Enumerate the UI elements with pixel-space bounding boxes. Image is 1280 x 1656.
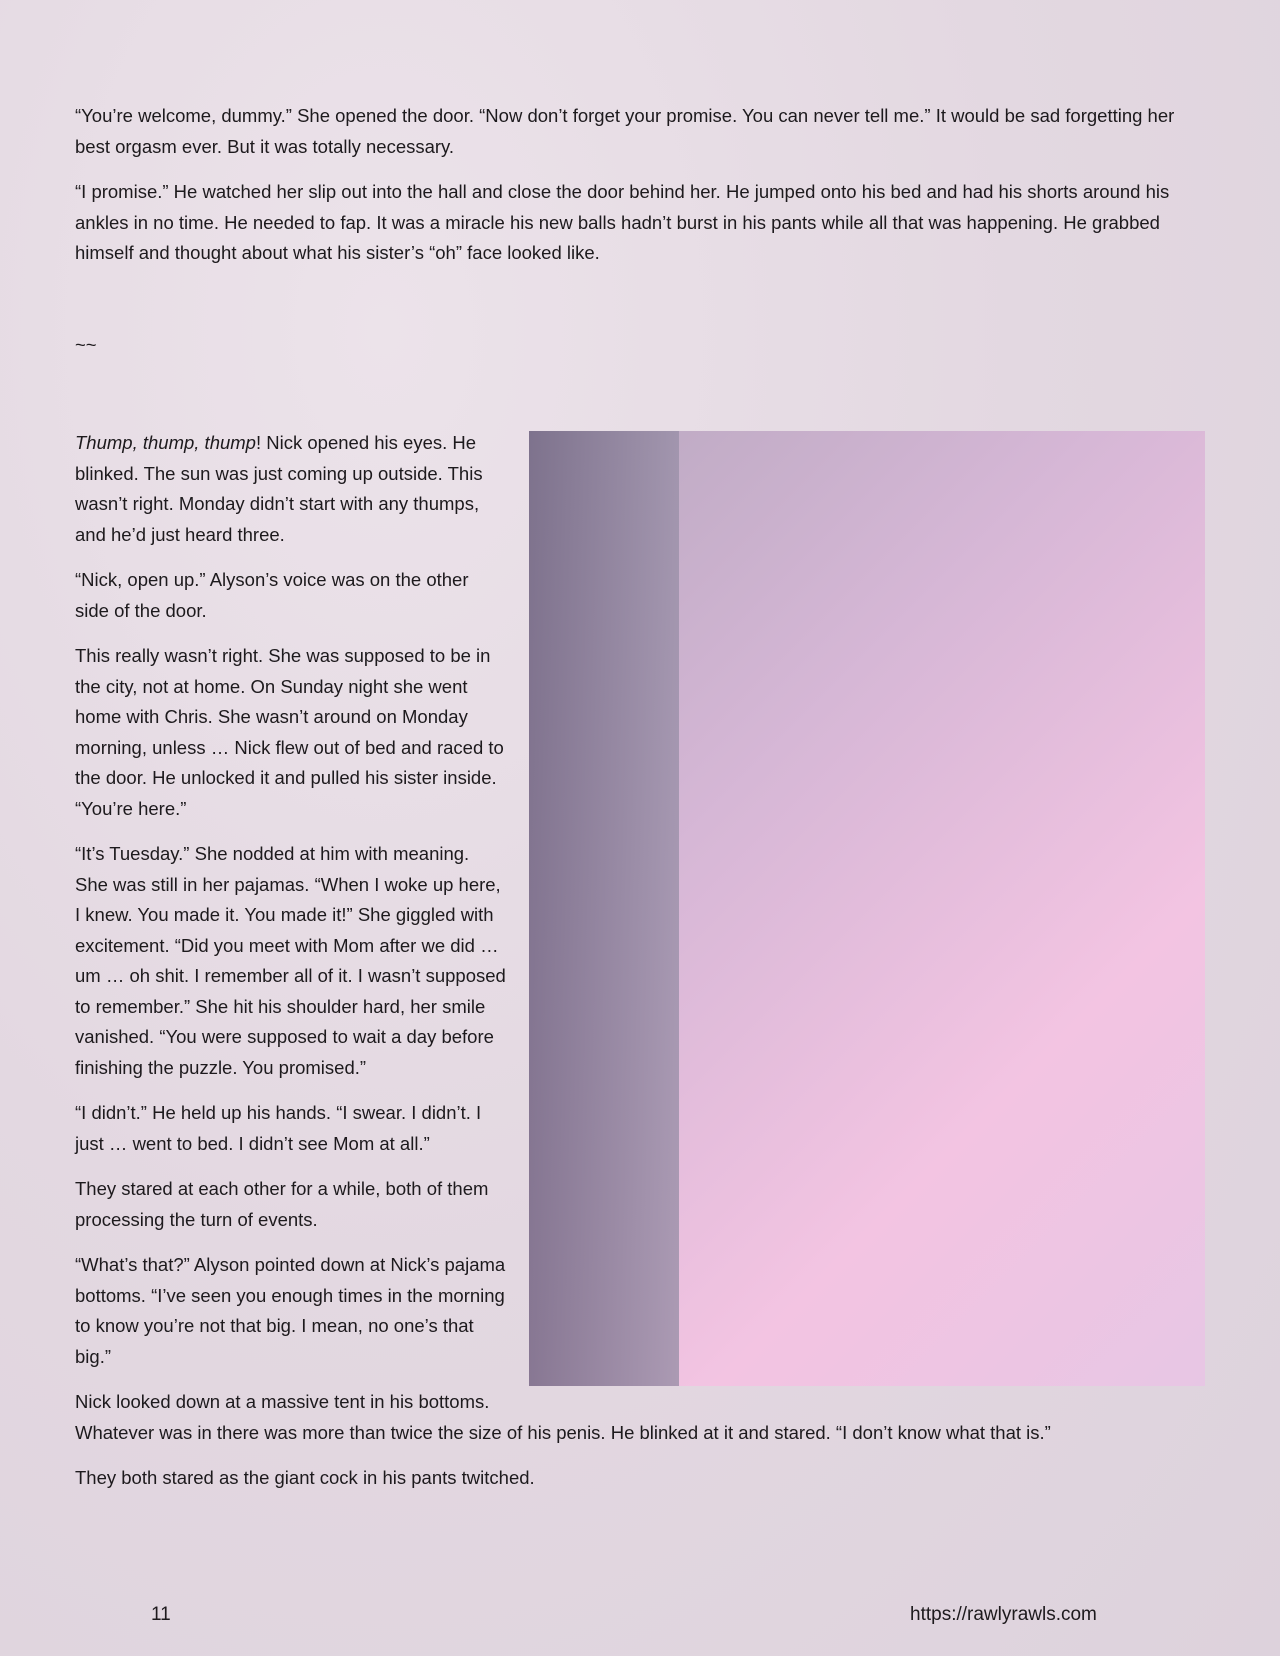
page-number: 11 <box>151 1604 171 1625</box>
paragraph: They both stared as the giant cock in his pants twitched. <box>75 1467 535 1488</box>
paragraph: “It’s Tuesday.” She nodded at him with meaning. She was still in her pajamas. “When I woke up here, I knew. You made it. You made it!” She giggled with excitement. “Did you meet with Mom after we did … um … oh shit. I remember all of it. I wasn’t supposed to remember.” She hit his shoulder hard, her smile vanished. “You were supposed to wait a day before finishing the puzzle. You promised.” <box>75 843 506 1078</box>
section-2 <box>75 428 1205 1509</box>
paragraph-text: ! Nick opened his eyes. He blinked. The sun was just coming up outside. This wasn’t right. Monday didn’t start with any thumps, and he’d just heard three. <box>75 432 483 545</box>
italic-sound: Thump, thump, thump <box>75 432 256 453</box>
scene-separator: ~~ <box>75 334 97 355</box>
paragraph: “You’re welcome, dummy.” She opened the door. “Now don’t forget your promise. You can never tell me.” It would be sad forgetting her best orgasm ever. But it was totally necessary. <box>75 105 1175 157</box>
paragraph: “Nick, open up.” Alyson’s voice was on the other side of the door. <box>75 569 469 621</box>
paragraph: “What’s that?” Alyson pointed down at Nick’s pajama bottoms. “I’ve seen you enough times in the morning to know you’re not that big. I mean, no one’s that big.” <box>75 1254 506 1367</box>
paragraph: Nick looked down at a massive tent in his bottoms. Whatever was in there was more than twice the size of his penis. He blinked at it and stared. “I don’t know what that is.” <box>75 1391 1051 1443</box>
section-1 <box>75 101 1205 284</box>
illustration <box>529 431 1205 1386</box>
footer-url[interactable]: https://rawlyrawls.com <box>910 1604 1097 1625</box>
paragraph: “I didn’t.” He held up his hands. “I swear. I didn’t. I just … went to bed. I didn’t see Mom at all.” <box>75 1102 482 1154</box>
illustration-door <box>529 431 679 1386</box>
paragraph: “I promise.” He watched her slip out into the hall and close the door behind her. He jumped onto his bed and had his shorts around his ankles in no time. He needed to fap. It was a miracle his new balls hadn’t burst in his pants while all that was happening. He grabbed himself and thought about what his sister’s “oh” face looked like. <box>75 181 1170 263</box>
paragraph: They stared at each other for a while, both of them processing the turn of events. <box>75 1178 489 1230</box>
paragraph: This really wasn’t right. She was supposed to be in the city, not at home. On Sunday night she went home with Chris. She wasn’t around on Monday morning, unless … Nick flew out of bed and raced to the door. He unlocked it and pulled his sister inside. “You’re here.” <box>75 645 504 819</box>
